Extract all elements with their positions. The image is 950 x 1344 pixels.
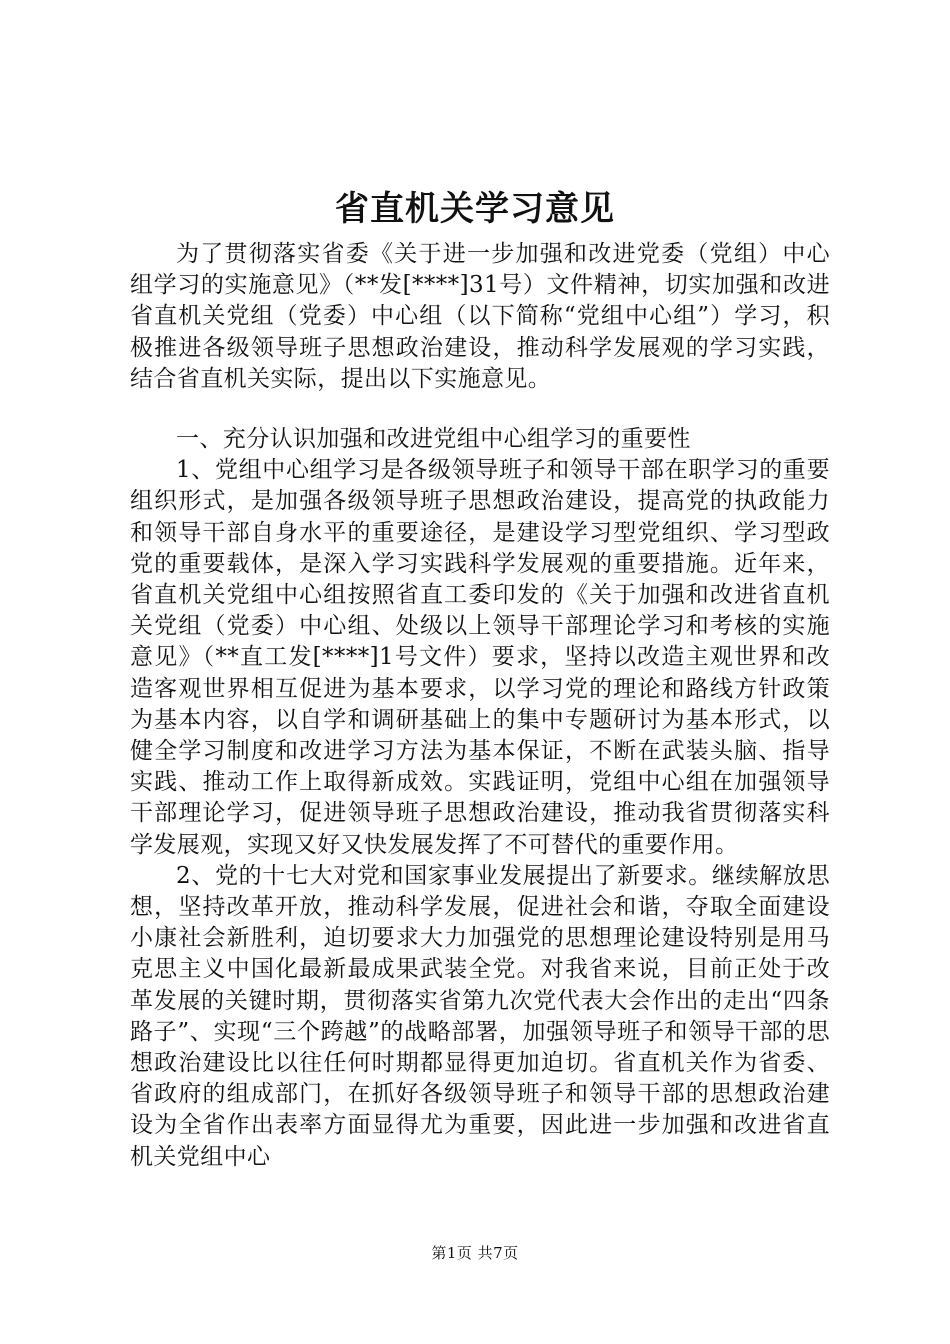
document-body — [130, 239, 830, 1173]
section-heading: 一、充分认识加强和改进党组中心组学习的重要性 — [176, 426, 691, 453]
page-footer: 第1页 共7页 — [431, 1244, 519, 1262]
paragraph-spacer — [130, 395, 830, 424]
document-title: 省直机关学习意见 — [335, 189, 615, 229]
body-paragraph-1: 1、党组中心组学习是各级领导班子和领导干部在职学习的重要组织形式，是加强各级领导班子思想政治建设，提高党的执政能力和领导干部自身水平的重要途径，是建设学习型党组织、学习型政党的重要载体，是深入学习实践科学发展观的重要措施。近年来，省直机关党组中心组按照省直工委印发的《关于加强和改进省直机关党组（党委）中心组、处级以上领导干部理论学习和考核的实施意见》（**直工发[****]1号文件）要求，坚持以改造主观世界和改造客观世界相互促进为基本要求，以学习党的理论和路线方针政策为基本内容，以自学和调研基础上的集中专题研讨为基本形式，以健全学习制度和改进学习方法为基本保证，不断在武装头脑、指导实践、推动工作上取得新成效。实践证明，党组中心组在加强领导干部理论学习，促进领导班子思想政治建设，推动我省贯彻落实科学发展观，实现又好又快发展发挥了不可替代的重要作用。 — [130, 457, 830, 858]
body-paragraph-2: 2、党的十七大对党和国家事业发展提出了新要求。继续解放思想，坚持改革开放，推动科学发展，促进社会和谐，夺取全面建设小康社会新胜利，迫切要求大力加强党的思想理论建设特别是用马克思主义中国化最新最成果武装全党。对我省来说，目前正处于改革发展的关键时期，贯彻落实省第九次党代表大会作出的走出“四条路子”、实现“三个跨越”的战略部署，加强领导班子和领导干部的思想政治建设比以往任何时期都显得更加迫切。省直机关作为省委、省政府的组成部门，在抓好各级领导班子和领导干部的思想政治建设为全省作出表率方面显得尤为重要，因此进一步加强和改进省直机关党组中心 — [130, 862, 830, 1170]
intro-paragraph: 为了贯彻落实省委《关于进一步加强和改进党委（党组）中心组学习的实施意见》（**发[****]31号）文件精神，切实加强和改进省直机关党组（党委）中心组（以下简称“党组中心组”）学习，积极推进各级领导班子思想政治建设，推动科学发展观的学习实践，结合省直机关实际，提出以下实施意见。 — [130, 241, 830, 392]
